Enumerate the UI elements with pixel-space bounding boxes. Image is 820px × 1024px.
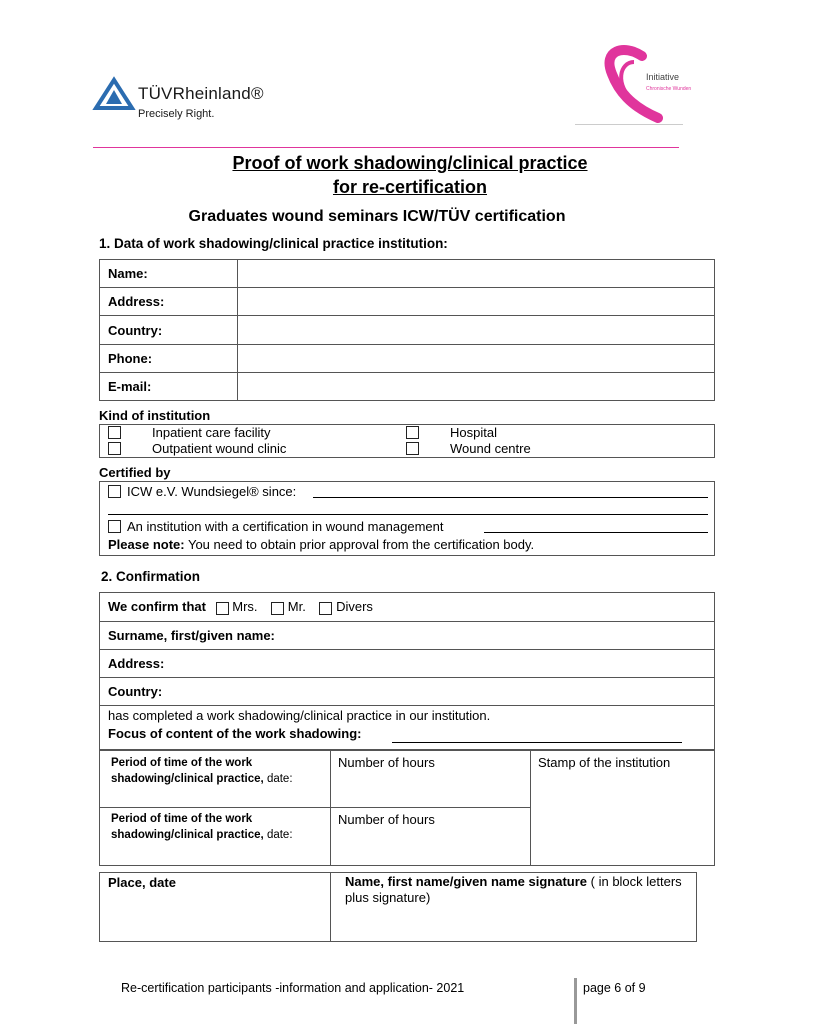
- approval-note: [108, 537, 534, 552]
- page-title-line2: for re-certification: [332, 177, 488, 197]
- country-label: Country:: [100, 316, 238, 345]
- completed-text: has completed a work shadowing/clinical practice in our institution.: [108, 708, 491, 723]
- name-label: Name:: [100, 260, 238, 288]
- phone-field[interactable]: [238, 345, 715, 373]
- outpatient-label: Outpatient wound clinic: [152, 441, 287, 456]
- period-divider-1: [330, 750, 331, 866]
- other-certification-label: An institution with a certification in wound management: [127, 519, 444, 534]
- page-subtitle: Graduates wound seminars ICW/TÜV certification: [188, 208, 566, 225]
- tuv-triangle-logo-icon: [94, 78, 134, 110]
- certified-extra-line[interactable]: [108, 514, 708, 515]
- country-field[interactable]: [238, 316, 715, 345]
- signature-field[interactable]: [345, 874, 685, 906]
- header-divider: [93, 147, 679, 148]
- name-field[interactable]: [238, 260, 715, 288]
- brand-name: TÜVRheinland®: [138, 84, 264, 103]
- place-date-field[interactable]: Place, date: [108, 875, 176, 890]
- section1-heading: 1. Data of work shadowing/clinical practice institution:: [99, 236, 448, 251]
- period1-bold: Period of time of the work shadowing/clinical practice,: [111, 757, 264, 785]
- wound-centre-checkbox[interactable]: [406, 442, 419, 455]
- confirm-country-field[interactable]: Country:: [100, 678, 715, 706]
- wundsiegel-label: ICW e.V. Wundsiegel® since:: [127, 484, 297, 499]
- institution-kind-heading: Kind of institution: [99, 408, 211, 423]
- address-field[interactable]: [238, 288, 715, 316]
- page-title-line1: Proof of work shadowing/clinical practice: [232, 153, 588, 173]
- footer-divider: [574, 978, 577, 1024]
- approval-note-text: You need to obtain prior approval from the certification body.: [184, 537, 535, 552]
- approval-note-label: Please note:: [108, 537, 185, 552]
- certified-by-heading: Certified by: [99, 465, 171, 480]
- period1-label: [111, 755, 326, 787]
- logo-underline: [575, 124, 683, 125]
- confirm-address-field[interactable]: Address:: [100, 650, 715, 678]
- period2-rest: date:: [263, 829, 293, 841]
- period-divider-2: [530, 750, 531, 866]
- period2-bold: Period of time of the work shadowing/clinical practice,: [111, 813, 264, 841]
- hospital-label: Hospital: [450, 425, 497, 440]
- stamp-label: Stamp of the institution: [538, 755, 671, 770]
- brand-tagline: Precisely Right.: [138, 108, 215, 120]
- signature-divider: [330, 872, 331, 942]
- footer-text: Re-certification participants -information and application- 2021: [121, 981, 465, 995]
- section2-heading: 2. Confirmation: [101, 569, 201, 584]
- phone-label: Phone:: [100, 345, 238, 373]
- mr-label: Mr.: [287, 599, 306, 615]
- page-number: page 6 of 9: [583, 981, 646, 995]
- signature-label-rest: ( in block letters plus signature): [345, 874, 682, 905]
- mr-checkbox[interactable]: [271, 602, 284, 615]
- partner-logo-small: Chronische Wunden: [646, 86, 692, 92]
- confirm-label: We confirm that: [108, 599, 206, 615]
- hours2-label[interactable]: Number of hours: [338, 812, 435, 827]
- wound-centre-label: Wound centre: [450, 441, 531, 456]
- mrs-label: Mrs.: [232, 599, 258, 615]
- email-field[interactable]: [238, 373, 715, 401]
- wundsiegel-date-line[interactable]: [313, 497, 708, 498]
- mrs-checkbox[interactable]: [216, 602, 229, 615]
- icw-initiative-logo-icon: [572, 44, 692, 126]
- signature-label-bold: Name, first name/given name signature: [345, 874, 588, 889]
- inpatient-label: Inpatient care facility: [152, 425, 271, 440]
- other-certification-checkbox[interactable]: [108, 520, 121, 533]
- period2-label: [111, 811, 326, 843]
- period-row-divider: [99, 807, 531, 808]
- other-certification-line[interactable]: [484, 532, 708, 533]
- partner-logo-text: Initiative: [646, 72, 680, 82]
- confirmation-table: [99, 592, 715, 750]
- surname-field[interactable]: Surname, first/given name:: [100, 622, 715, 650]
- address-label: Address:: [100, 288, 238, 316]
- wundsiegel-checkbox[interactable]: [108, 485, 121, 498]
- confirm-row: [100, 593, 715, 622]
- email-label: E-mail:: [100, 373, 238, 401]
- divers-label: Divers: [336, 599, 373, 615]
- outpatient-checkbox[interactable]: [108, 442, 121, 455]
- inpatient-checkbox[interactable]: [108, 426, 121, 439]
- focus-label: Focus of content of the work shadowing:: [108, 726, 362, 741]
- focus-line[interactable]: [392, 742, 682, 743]
- hours1-label[interactable]: Number of hours: [338, 755, 435, 770]
- hospital-checkbox[interactable]: [406, 426, 419, 439]
- institution-data-table: [99, 259, 715, 401]
- period1-rest: date:: [263, 773, 293, 785]
- divers-checkbox[interactable]: [319, 602, 332, 615]
